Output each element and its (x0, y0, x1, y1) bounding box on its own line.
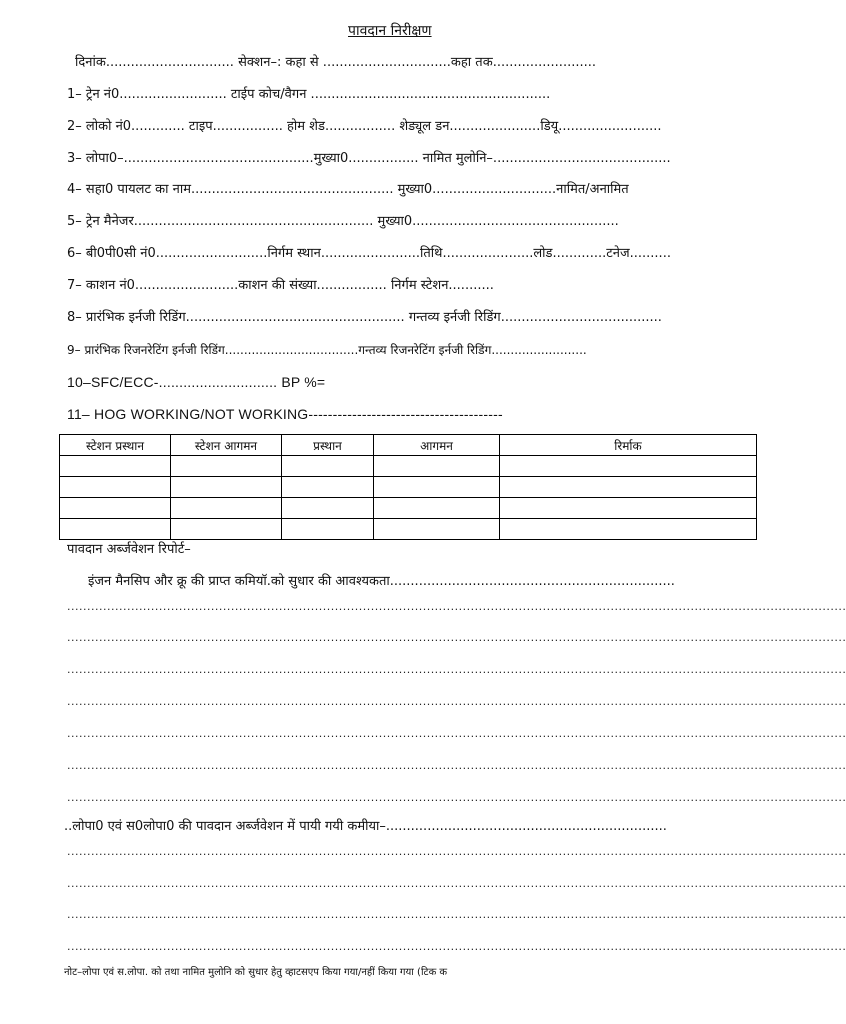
footer-note: नोट–लोपा एवं स.लोपा. को तथा नामित मुलोनि को सुधार हेतु व्हाटसएप किया गया/नहीं किया गया (टिक क (64, 967, 448, 978)
table-cell[interactable] (500, 477, 757, 498)
table-cell[interactable] (282, 477, 374, 498)
table-cell[interactable] (374, 519, 500, 540)
dotted-fill-line: ................................................................................................................................................................................................... (67, 695, 846, 708)
table-cell[interactable] (500, 519, 757, 540)
dotted-fill-line: ................................................................................................................................................................................................... (67, 727, 846, 740)
table-cell[interactable] (374, 477, 500, 498)
table-cell[interactable] (374, 498, 500, 519)
table-cell[interactable] (60, 519, 171, 540)
dotted-fill-line: ................................................................................................................................................................................................... (67, 845, 846, 858)
dotted-fill-line: ................................................................................................................................................................................................... (67, 759, 846, 772)
table-cell[interactable] (60, 477, 171, 498)
row-bpc-number: 6– बी0पी0सी नं0...........................निर्गम स्थान........................तिथि......................लोड.............टनेज.......... (67, 246, 671, 261)
table-row (60, 477, 757, 498)
dotted-fill-line: ................................................................................................................................................................................................... (67, 631, 846, 644)
table-cell[interactable] (282, 498, 374, 519)
table-row (60, 498, 757, 519)
improvement-needed-line: इंजन मैनसिप और क्रू की प्राप्त कमियॉ.को सुधार की आवश्यकता..................................................................... (88, 574, 675, 589)
table-cell[interactable] (500, 456, 757, 477)
station-timing-table (59, 434, 757, 540)
row-energy-reading: 8– प्रारंभिक इर्नजी रिडिंग..................................................... गन्तव्य इर्नजी रिडिंग....................................... (67, 310, 662, 325)
table-cell[interactable] (60, 456, 171, 477)
row-hog-status: 11– HOG WORKING/NOT WORKING---------------------------------------- (67, 406, 503, 422)
col-remark: रिर्माक (500, 435, 757, 456)
dotted-fill-line: ................................................................................................................................................................................................... (67, 940, 846, 953)
row-sfc-ecc: 10–SFC/ECC-............................. BP %= (67, 374, 326, 390)
table-cell[interactable] (282, 519, 374, 540)
table-cell[interactable] (171, 456, 282, 477)
row-loco-pilot: 3– लोपा0–..............................................मुख्या0................. नामित मुलोनि–........................................... (67, 151, 671, 166)
col-departure: प्रस्थान (282, 435, 374, 456)
table-cell[interactable] (374, 456, 500, 477)
row-caution-number: 7– काशन नं0.........................काशन की संख्या................. निर्गम स्टेशन........... (67, 278, 494, 293)
table-cell[interactable] (171, 498, 282, 519)
form-title: पावदान निरीक्षण (348, 23, 432, 39)
table-cell[interactable] (171, 477, 282, 498)
table-row (60, 456, 757, 477)
table-cell[interactable] (60, 498, 171, 519)
observation-report-heading: पावदान अर्ब्जवेशन रिपोर्ट– (67, 542, 191, 557)
col-station-arrival: स्टेशन आगमन (171, 435, 282, 456)
dotted-fill-line: ................................................................................................................................................................................................... (67, 908, 846, 921)
deficiency-found-line: ..लोपा0 एवं स0लोपा0 की पावदान अर्ब्जवेशन में पायी गयी कमीया–.................................................................... (64, 819, 667, 834)
table-cell[interactable] (171, 519, 282, 540)
dotted-fill-line: ................................................................................................................................................................................................... (67, 791, 846, 804)
dotted-fill-line: ................................................................................................................................................................................................... (67, 877, 846, 890)
header-date-section-line: दिनांक............................... सेक्शन–: कहा से ...............................कहा तक......................... (75, 55, 597, 70)
row-assistant-pilot: 4– सहा0 पायलट का नाम................................................. मुख्या0..............................नामित/अनामित (67, 182, 629, 197)
col-station-departure: स्टेशन प्रस्थान (60, 435, 171, 456)
dotted-fill-line: ................................................................................................................................................................................................... (67, 663, 846, 676)
row-train-manager: 5– ट्रेन मैनेजर.......................................................... मुख्या0.................................................. (67, 214, 619, 229)
table-cell[interactable] (282, 456, 374, 477)
col-arrival: आगमन (374, 435, 500, 456)
table-cell[interactable] (500, 498, 757, 519)
dotted-fill-line: ................................................................................................................................................................................................... (67, 600, 846, 613)
table-row (60, 519, 757, 540)
table-header-row (60, 435, 757, 456)
row-regenerating-energy: 9– प्रारंभिक रिजनरेटिंग इर्नजी रिडिंग...................................गन्तव्य रिजनरेटिंग इर्नजी रिडिंग......................... (67, 343, 587, 357)
row-train-number: 1– ट्रेन नं0.......................... टाईप कोच/वैगन .......................................................... (67, 87, 551, 102)
row-loco-number: 2– लोको नं0............. टाइप................. होम शेड................. शेड्यूल डन......................डियू......................... (67, 119, 662, 134)
